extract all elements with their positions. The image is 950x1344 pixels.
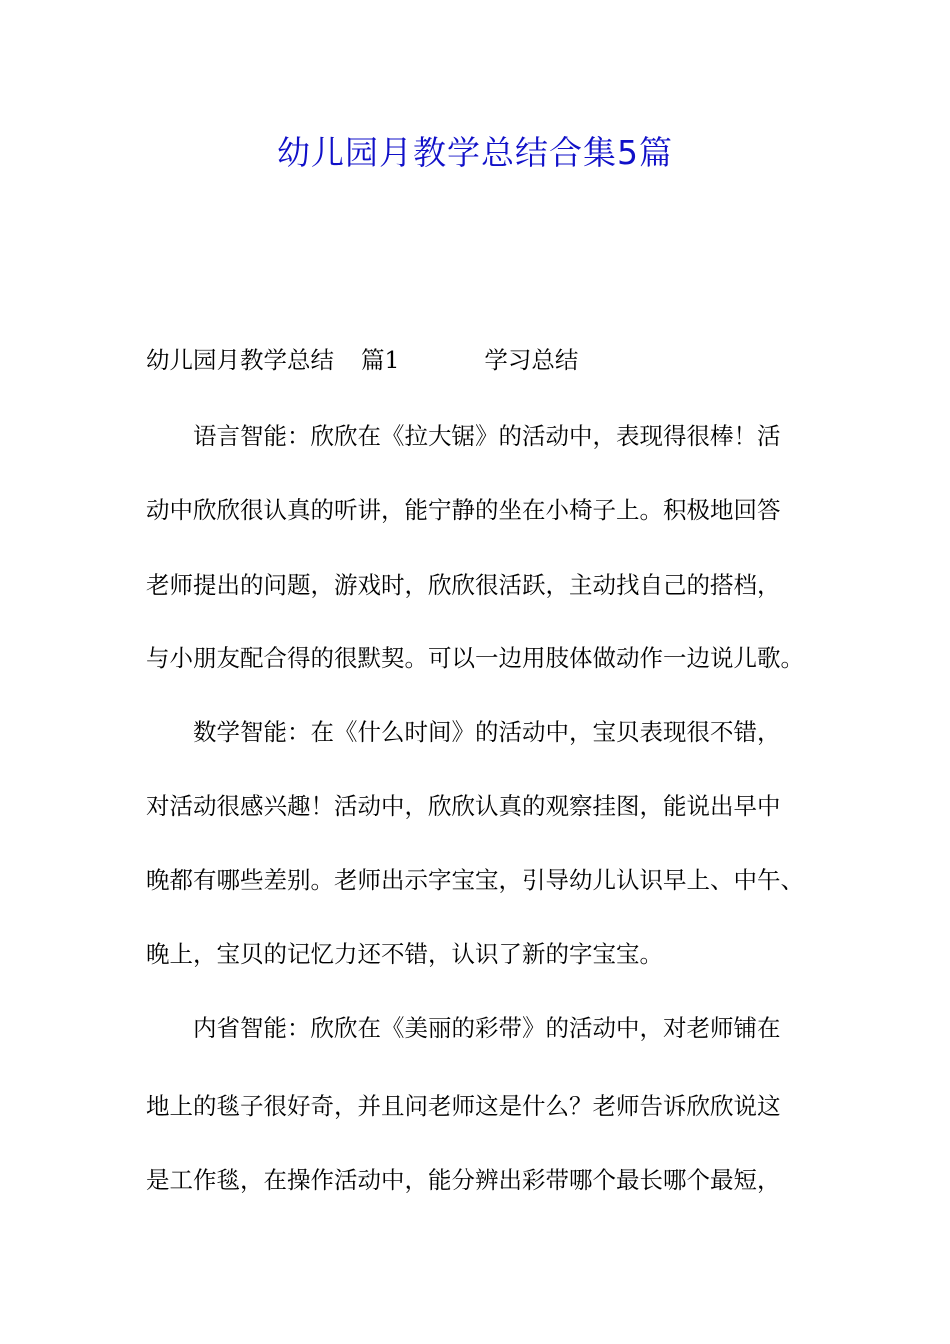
paragraph-line: 老师提出的问题，游戏时，欣欣很活跃，主动找自己的搭档， bbox=[146, 571, 781, 599]
paragraph-line: 内省智能：欣欣在《美丽的彩带》的活动中，对老师铺在 bbox=[193, 1014, 781, 1042]
paragraph-line: 地上的毯子很好奇，并且问老师这是什么？老师告诉欣欣说这 bbox=[146, 1092, 781, 1120]
section-heading-number: 篇1 bbox=[360, 346, 400, 374]
paragraph-line: 语言智能：欣欣在《拉大锯》的活动中，表现得很棒！活 bbox=[193, 422, 781, 450]
paragraph-line: 与小朋友配合得的很默契。可以一边用肢体做动作一边说儿歌。 bbox=[146, 644, 804, 672]
section-heading-subtitle: 学习总结 bbox=[484, 346, 579, 374]
paragraph-line: 晚都有哪些差别。老师出示字宝宝，引导幼儿认识早上、中午、 bbox=[146, 866, 804, 894]
section-heading-title: 幼儿园月教学总结 bbox=[146, 346, 334, 374]
paragraph-line: 是工作毯，在操作活动中，能分辨出彩带哪个最长哪个最短， bbox=[146, 1166, 781, 1194]
paragraph-line: 数学智能：在《什么时间》的活动中，宝贝表现很不错， bbox=[193, 718, 781, 746]
paragraph-line: 晚上，宝贝的记忆力还不错，认识了新的字宝宝。 bbox=[146, 940, 663, 968]
section-heading bbox=[146, 343, 578, 377]
paragraph-line: 动中欣欣很认真的听讲，能宁静的坐在小椅子上。积极地回答 bbox=[146, 496, 781, 524]
paragraph-line: 对活动很感兴趣！活动中，欣欣认真的观察挂图，能说出早中 bbox=[146, 792, 781, 820]
document-title: 幼儿园月教学总结合集5篇 bbox=[277, 133, 673, 172]
